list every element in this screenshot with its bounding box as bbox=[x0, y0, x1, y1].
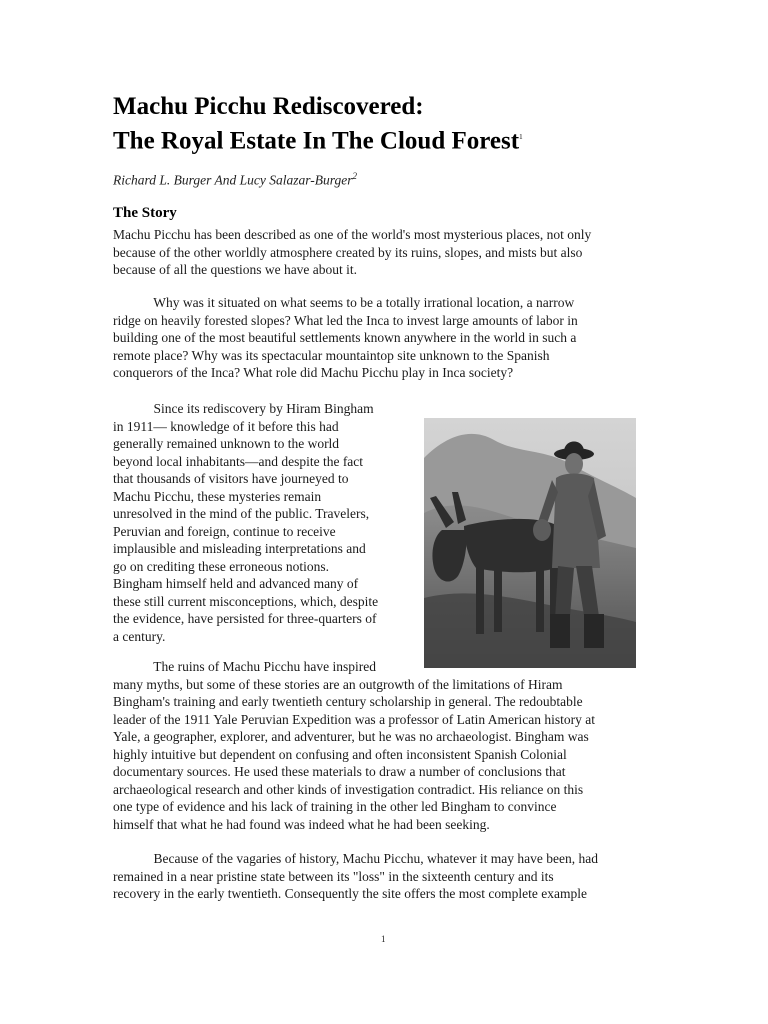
photo-image bbox=[424, 418, 636, 668]
page-title bbox=[113, 91, 523, 156]
text-line: himself that what he had found was indeed what he had been seeking. bbox=[113, 816, 490, 832]
text-line: implausible and misleading interpretations and bbox=[113, 541, 366, 556]
text-line: these still current misconceptions, which, despite bbox=[113, 593, 379, 609]
text-line: conquerors of the Inca? What role did Machu Picchu play in Inca society? bbox=[113, 365, 514, 380]
text-line: remote place? Why was its spectacular mountaintop site unknown to the Spanish bbox=[113, 347, 550, 363]
text-line: Yale, a geographer, explorer, and adventurer, but he was no archaeologist. Bingham was bbox=[113, 729, 589, 744]
text-line: beyond local inhabitants—and despite the fact bbox=[113, 453, 364, 469]
text-line: Since its rediscovery by Hiram Bingham bbox=[113, 401, 374, 416]
paragraph-2 bbox=[113, 294, 578, 382]
text-line: unresolved in the mind of the public. Travelers, bbox=[113, 506, 370, 521]
text-line: Bingham himself held and advanced many of bbox=[113, 576, 359, 591]
page-number: 1 bbox=[381, 934, 386, 944]
text-line: Why was it situated on what seems to be a totally irrational location, a narrow bbox=[113, 295, 575, 310]
text-line: Peruvian and foreign, continue to receive bbox=[113, 523, 336, 539]
text-line: in 1911— knowledge of it before this had bbox=[113, 418, 339, 434]
bingham-with-mule-photo bbox=[424, 418, 636, 668]
text-line: that thousands of visitors have journeyed to bbox=[113, 471, 349, 486]
text-line: highly intuitive but dependent on confusing and often inconsistent Spanish Colonial bbox=[113, 746, 567, 762]
text-line: Machu Picchu, these mysteries remain bbox=[113, 488, 322, 504]
text-line: because of all the questions we have about it. bbox=[113, 262, 358, 277]
text-line: Because of the vagaries of history, Machu Picchu, whatever it may have been, had bbox=[113, 851, 598, 866]
text-line: Bingham's training and early twentieth century scholarship in general. The redoubtable bbox=[113, 694, 583, 709]
section-heading: The Story bbox=[113, 205, 177, 221]
text-line: many myths, but some of these stories are an outgrowth of the limitations of Hiram bbox=[113, 676, 563, 692]
text-line: leader of the 1911 Yale Peruvian Expedition was a professor of Latin American history at bbox=[113, 711, 595, 727]
text-line: because of the other worldly atmosphere created by its ruins, slopes, and mists but also bbox=[113, 244, 583, 260]
text-line: archaeological research and other kinds of investigation contradict. His reliance on this bbox=[113, 781, 584, 797]
text-line: documentary sources. He used these materials to draw a number of conclusions that bbox=[113, 764, 566, 779]
title-line-2-text: The Royal Estate In The Cloud Forest bbox=[113, 127, 520, 155]
text-line: generally remained unknown to the world bbox=[113, 436, 340, 451]
text-line: recovery in the early twentieth. Consequently the site offers the most complete example bbox=[113, 886, 587, 901]
paragraph-4 bbox=[113, 658, 595, 833]
text-line: one type of evidence and his lack of training in the other led Bingham to convince bbox=[113, 799, 557, 814]
title-line-2 bbox=[113, 122, 523, 156]
author-footnote-marker[interactable]: 2 bbox=[352, 171, 357, 181]
title-footnote-marker[interactable]: 1 bbox=[519, 133, 523, 141]
text-line: ridge on heavily forested slopes? What led the Inca to invest large amounts of labor in bbox=[113, 312, 578, 328]
text-line: go on crediting these erroneous notions. bbox=[113, 558, 329, 574]
text-line: Machu Picchu has been described as one of the world's most mysterious places, not only bbox=[113, 227, 592, 242]
authors-text: Richard L. Burger And Lucy Salazar-Burger bbox=[113, 172, 353, 188]
text-line: the evidence, have persisted for three-quarters of bbox=[113, 611, 377, 626]
text-line: a century. bbox=[113, 628, 166, 644]
author-byline bbox=[113, 171, 357, 189]
text-line: building one of the most beautiful settlements known anywhere in the world in such a bbox=[113, 330, 577, 345]
title-line-1: Machu Picchu Rediscovered: bbox=[113, 93, 424, 120]
paragraph-3 bbox=[113, 400, 378, 645]
text-line: remained in a near pristine state between its "loss" in the sixteenth century and its bbox=[113, 868, 554, 884]
paragraph-5 bbox=[113, 850, 598, 903]
text-line: The ruins of Machu Picchu have inspired bbox=[113, 659, 376, 674]
paragraph-1 bbox=[113, 226, 591, 279]
